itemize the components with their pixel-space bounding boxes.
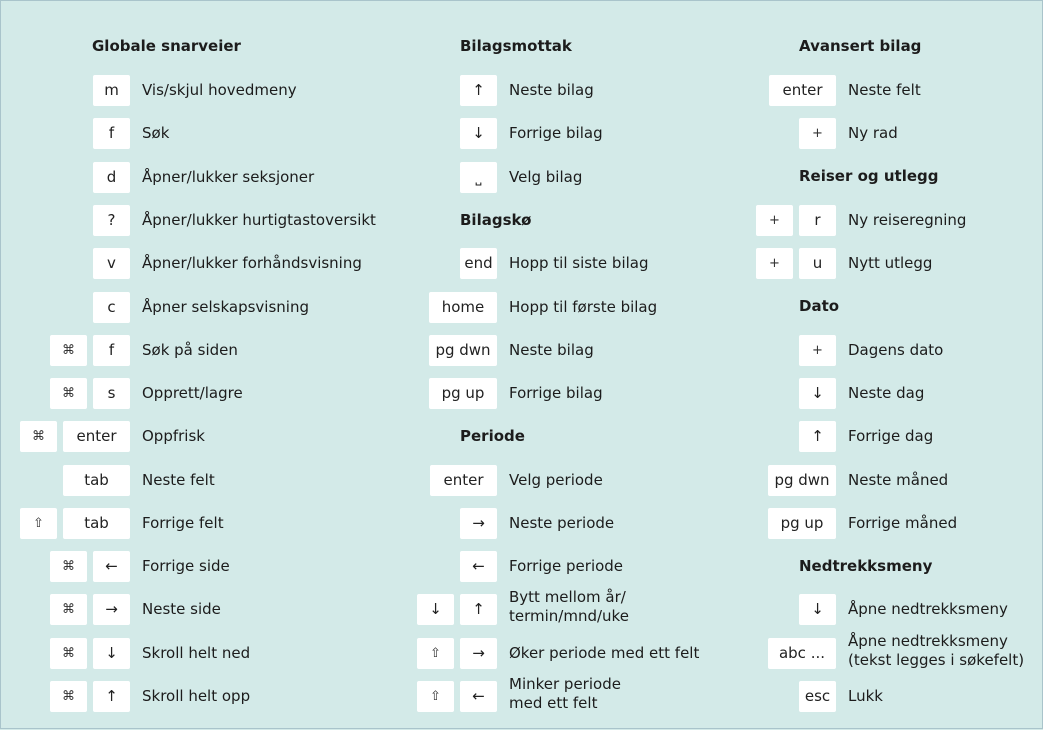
shortcut-label: Oppfrisk: [142, 427, 205, 445]
shortcut-label: Søk på siden: [142, 341, 238, 359]
key-cap: →: [93, 594, 130, 625]
key-cap: ↑: [460, 594, 497, 625]
shortcut-label: Åpne nedtrekksmeny (tekst legges i søkefelt): [848, 632, 1025, 669]
key-cap: s: [93, 378, 130, 409]
shortcut-label: Hopp til siste bilag: [509, 254, 649, 272]
shortcut-row: [812, 118, 1043, 156]
shortcut-row: [769, 205, 1043, 243]
shortcut-label: Hopp til første bilag: [509, 298, 658, 316]
shortcut-label: Åpner/lukker forhåndsvisning: [142, 254, 362, 272]
shortcut-label: Forrige bilag: [509, 124, 603, 142]
shortcut-label: Skroll helt opp: [142, 687, 251, 705]
shortcut-label: Velg periode: [509, 471, 603, 489]
shortcut-label: Neste måned: [848, 471, 949, 489]
key-cap: ←: [93, 551, 130, 582]
key-cap: ↓: [93, 638, 130, 669]
shortcut-label: Forrige felt: [142, 514, 224, 532]
shortcut-label: Åpner selskapsvisning: [142, 298, 309, 316]
key-cap: ↓: [460, 118, 497, 149]
shortcut-label: Neste dag: [848, 384, 925, 402]
column-advanced: [769, 1, 1025, 730]
shortcut-label: Opprett/lagre: [142, 384, 243, 402]
shortcut-row: [780, 508, 1043, 546]
shortcut-row: [811, 594, 1043, 632]
section-title-avansert-bilag: Avansert bilag: [799, 37, 922, 55]
shortcut-label: Neste felt: [848, 81, 921, 99]
key-cap: pg dwn: [768, 465, 836, 496]
key-cap: ←: [460, 551, 497, 582]
shortcut-label: Vis/skjul hovedmeny: [142, 81, 297, 99]
key-cap: ⌘: [50, 335, 87, 366]
shortcut-label: Nytt utlegg: [848, 254, 933, 272]
shortcut-row: [804, 681, 1043, 719]
key-cap: ⎵: [460, 162, 497, 193]
shortcut-label: Bytt mellom år/ termin/mnd/uke: [509, 588, 629, 625]
shortcut-label: Neste bilag: [509, 81, 594, 99]
column-vouchers: [429, 1, 700, 730]
section-title-dato: Dato: [799, 297, 840, 315]
key-cap: ⇧: [20, 508, 57, 539]
shortcut-label: Åpner/lukker seksjoner: [142, 168, 315, 186]
shortcut-label: Forrige måned: [848, 514, 958, 532]
key-cap: ⌘: [50, 681, 87, 712]
section-title-bilagsmottak: Bilagsmottak: [460, 37, 572, 55]
shortcut-label: Åpner/lukker hurtigtastoversikt: [142, 211, 376, 229]
key-cap: →: [460, 508, 497, 539]
key-cap: ⇧: [417, 681, 454, 712]
shortcut-label: Forrige side: [142, 557, 230, 575]
key-cap: v: [93, 248, 130, 279]
shortcut-label: Ny rad: [848, 124, 898, 142]
key-cap: +: [756, 248, 793, 279]
key-cap: u: [799, 248, 836, 279]
key-cap: ←: [460, 681, 497, 712]
key-cap: pg up: [768, 508, 836, 539]
key-cap: r: [799, 205, 836, 236]
key-cap: ⌘: [20, 421, 57, 452]
shortcut-label: Ny reiseregning: [848, 211, 967, 229]
key-cap: →: [460, 638, 497, 669]
key-cap: tab: [63, 508, 130, 539]
key-cap: enter: [769, 75, 836, 106]
key-cap: c: [93, 292, 130, 323]
key-cap: abc ...: [768, 638, 836, 669]
shortcut-label: Neste side: [142, 600, 221, 618]
section-title-periode: Periode: [460, 427, 525, 445]
key-cap: ?: [93, 205, 130, 236]
key-cap: pg dwn: [429, 335, 497, 366]
shortcut-label: Forrige periode: [509, 557, 624, 575]
key-cap: ⌘: [50, 551, 87, 582]
key-cap: ⌘: [50, 378, 87, 409]
key-cap: ↓: [799, 378, 836, 409]
key-cap: m: [93, 75, 130, 106]
key-cap: tab: [63, 465, 130, 496]
shortcut-row: [811, 421, 1043, 459]
key-cap: esc: [799, 681, 836, 712]
shortcut-label: Åpne nedtrekksmeny: [848, 600, 1008, 618]
key-cap: pg up: [429, 378, 497, 409]
key-cap: +: [756, 205, 793, 236]
section-title-bilagskø: Bilagskø: [460, 211, 532, 229]
key-cap: d: [93, 162, 130, 193]
key-cap: ↓: [417, 594, 454, 625]
shortcut-label: Velg bilag: [509, 168, 583, 186]
key-cap: ↓: [799, 594, 836, 625]
key-cap: ⌘: [50, 638, 87, 669]
shortcut-row: [811, 378, 1043, 416]
key-cap: ⌘: [50, 594, 87, 625]
key-cap: f: [93, 335, 130, 366]
shortcut-label: Forrige bilag: [509, 384, 603, 402]
key-cap: ↑: [799, 421, 836, 452]
key-cap: end: [460, 248, 497, 279]
shortcut-label: Neste felt: [142, 471, 215, 489]
shortcut-label: Neste bilag: [509, 341, 594, 359]
key-cap: f: [93, 118, 130, 149]
key-cap: ↑: [460, 75, 497, 106]
shortcut-row: [769, 248, 1043, 286]
shortcut-label: Lukk: [848, 687, 883, 705]
section-title-nedtrekksmeny: Nedtrekksmeny: [799, 557, 933, 575]
shortcut-label: Forrige dag: [848, 427, 934, 445]
shortcut-label: Dagens dato: [848, 341, 944, 359]
key-cap: +: [799, 118, 836, 149]
shortcut-label: Øker periode med ett felt: [509, 644, 700, 662]
shortcut-label: Neste periode: [509, 514, 615, 532]
shortcut-row: [782, 75, 1043, 113]
key-cap: home: [429, 292, 497, 323]
shortcut-label: Skroll helt ned: [142, 644, 251, 662]
shortcut-label: Søk: [142, 124, 170, 142]
key-cap: +: [799, 335, 836, 366]
section-title-globale-snarveier: Globale snarveier: [92, 37, 241, 55]
key-cap: enter: [63, 421, 130, 452]
key-cap: enter: [430, 465, 497, 496]
shortcut-label: Minker periode med ett felt: [509, 675, 621, 712]
key-cap: ⇧: [417, 638, 454, 669]
shortcut-row: [778, 632, 1043, 676]
shortcut-row: [812, 335, 1043, 373]
key-cap: ↑: [93, 681, 130, 712]
shortcut-row: [774, 465, 1043, 503]
column-global: [32, 1, 376, 730]
section-title-reiser-og-utlegg: Reiser og utlegg: [799, 167, 939, 185]
